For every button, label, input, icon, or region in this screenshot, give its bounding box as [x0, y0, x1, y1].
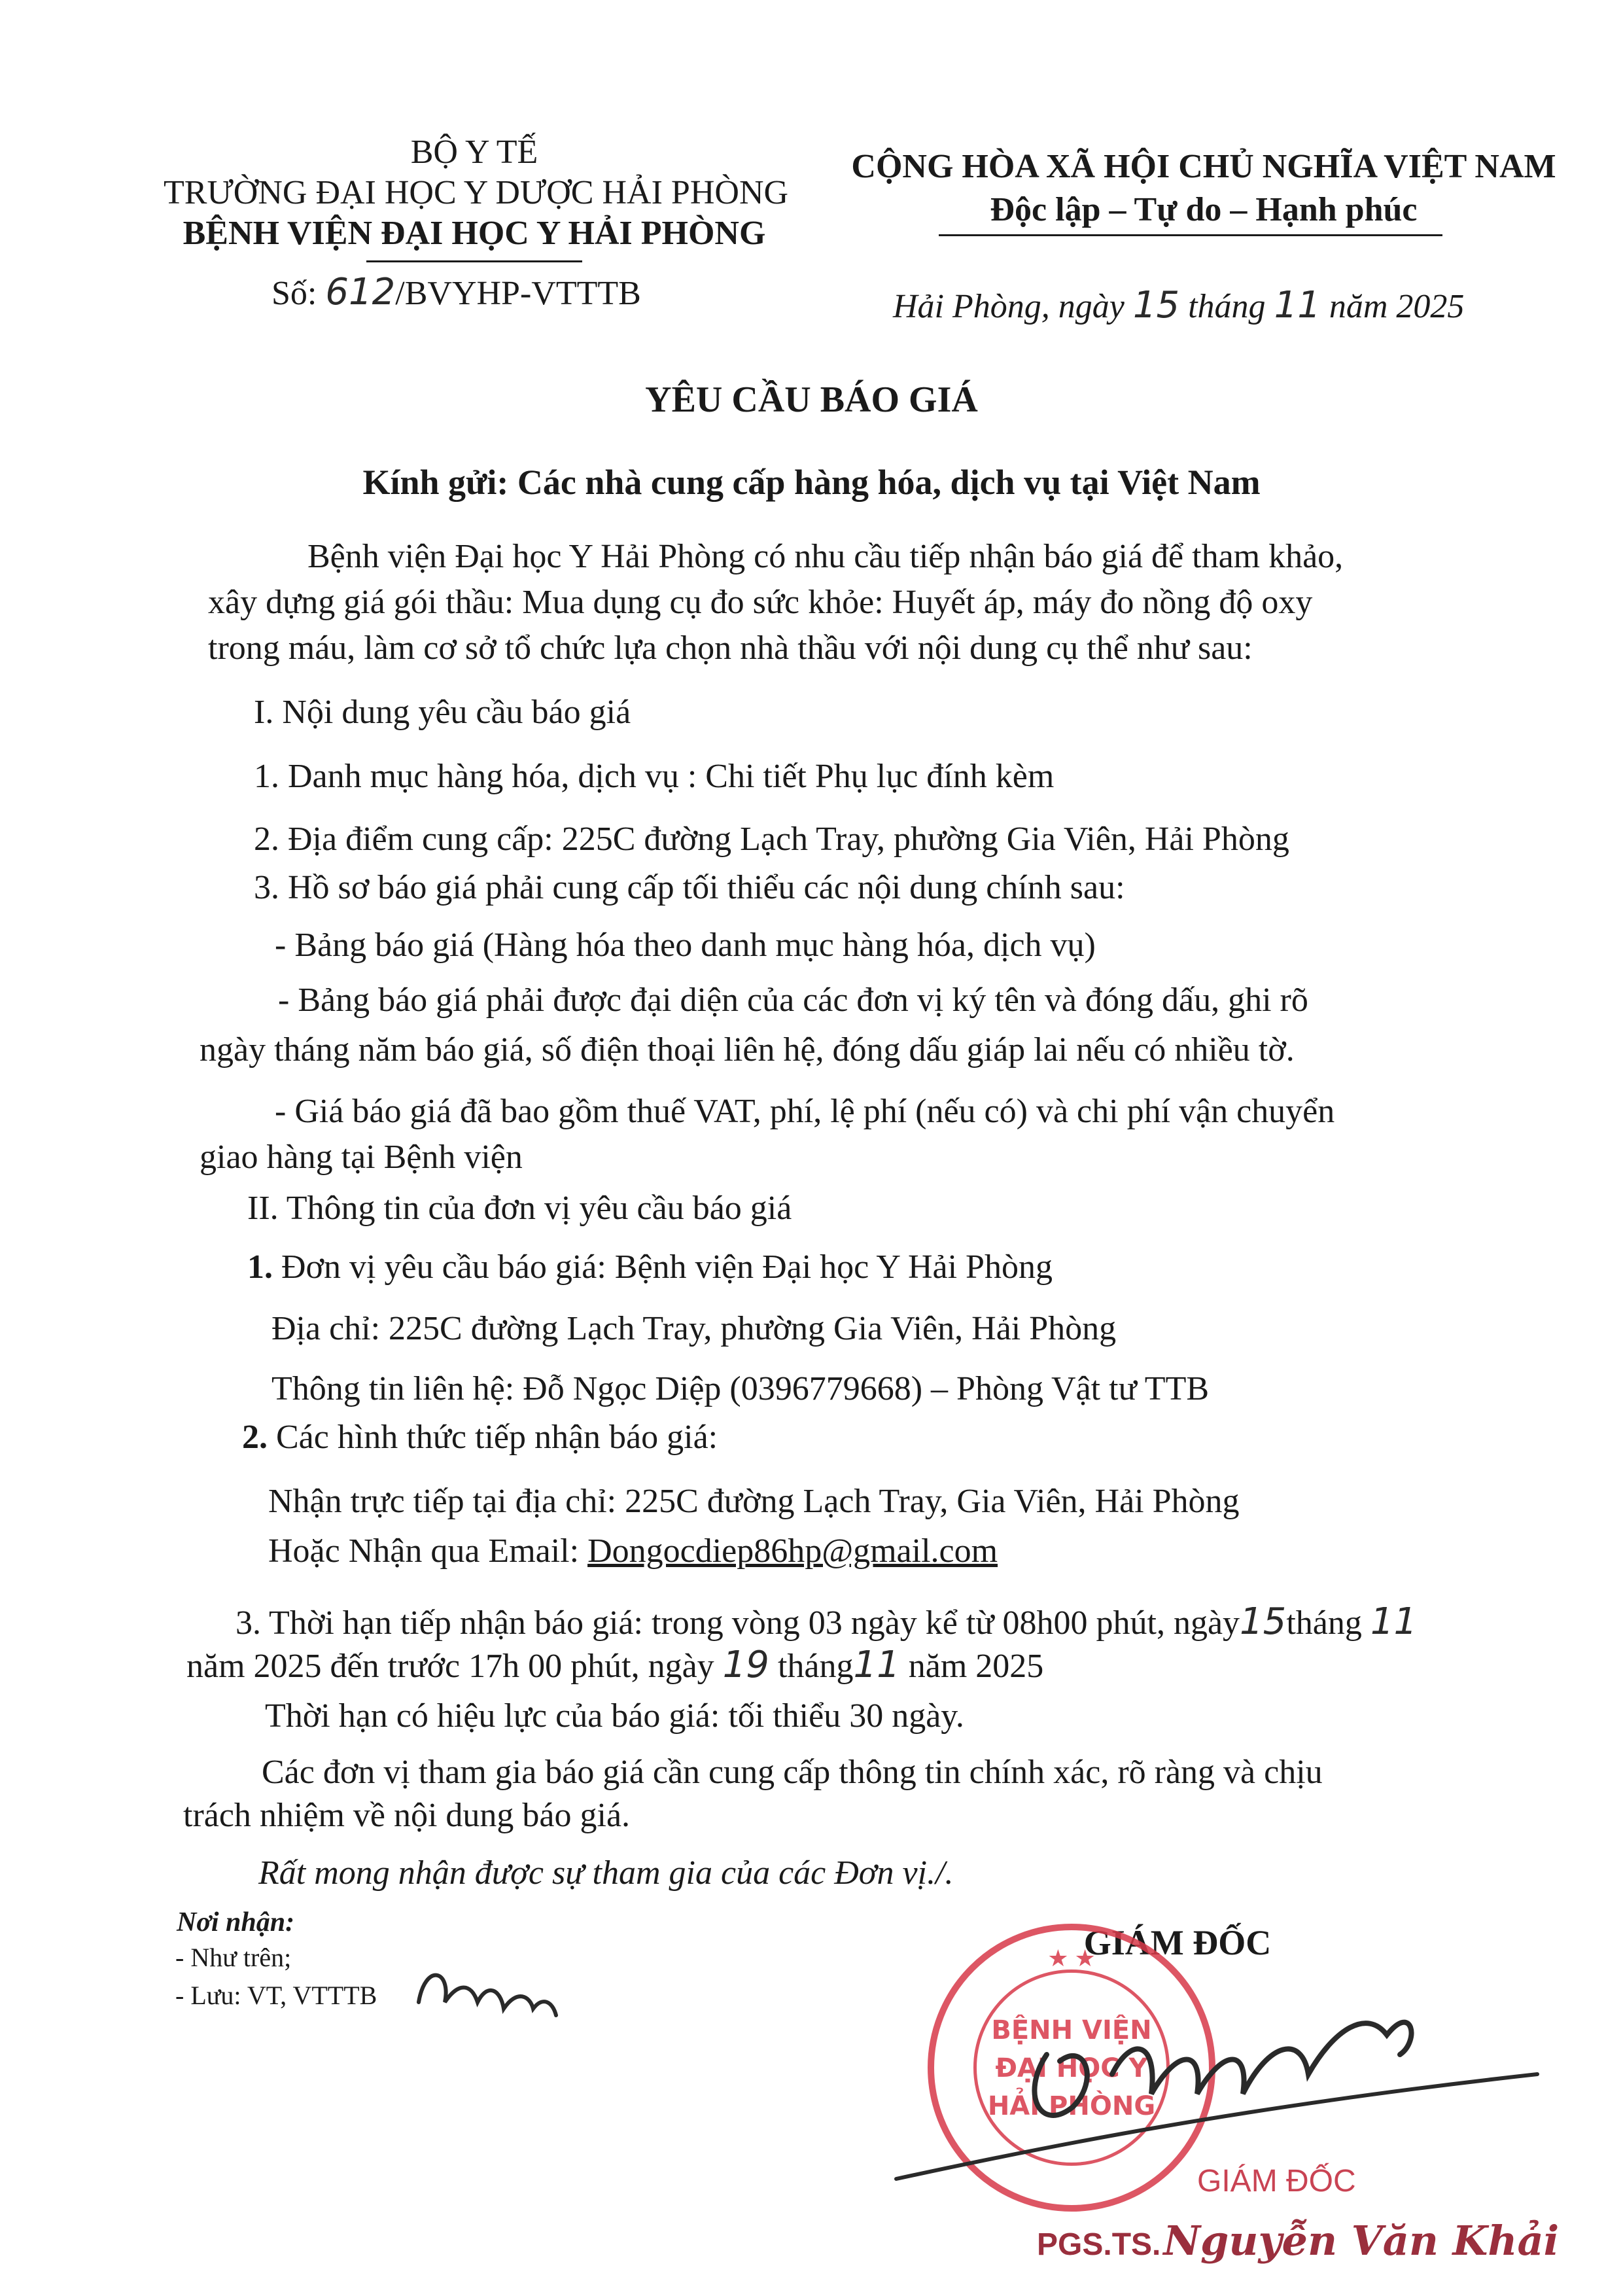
hospital-name: BỆNH VIỆN ĐẠI HỌC Y HẢI PHÒNG — [183, 215, 766, 252]
stamp-star-icon: ★ ★ — [1047, 1945, 1096, 1971]
date-year: năm 2025 — [1329, 288, 1465, 325]
stamp-line-1: BỆNH VIỆN — [991, 2015, 1152, 2045]
section-2-item-2-text: Các hình thức tiếp nhận báo giá: — [276, 1419, 718, 1456]
deadline-month-label-2: tháng — [777, 1648, 854, 1685]
date-place: Hải Phòng, ngày — [893, 288, 1125, 325]
date-month-handwritten: 11 — [1274, 284, 1321, 327]
deadline-month-label: tháng — [1286, 1604, 1362, 1642]
note-line-1: Các đơn vị tham gia báo giá cần cung cấp thông tin chính xác, rõ ràng và chịu — [262, 1754, 1323, 1791]
initial-signature-icon — [419, 1975, 556, 2015]
reference-prefix: Số: — [271, 275, 317, 312]
intro-line-3: trong máu, làm cơ sở tổ chức lựa chọn nhà thầu với nội dung cụ thể như sau: — [208, 629, 1253, 667]
section-2-heading: II. Thông tin của đơn vị yêu cầu báo giá — [247, 1190, 792, 1227]
date-day-handwritten: 15 — [1132, 284, 1180, 327]
section-1-bullet-2b: ngày tháng năm báo giá, số điện thoại liên hệ, đóng dấu giáp lai nếu có nhiều tờ. — [200, 1031, 1295, 1069]
recipient-1: - Như trên; — [175, 1943, 292, 1972]
deadline-text-2: năm 2025 đến trước 17h 00 phút, ngày — [186, 1648, 714, 1685]
section-1-item-3: 3. Hồ sơ báo giá phải cung cấp tối thiểu các nội dung chính sau: — [254, 869, 1125, 906]
section-1-bullet-1: - Bảng báo giá (Hàng hóa theo danh mục hàng hóa, dịch vụ) — [275, 927, 1096, 964]
intro-line-1: Bệnh viện Đại học Y Hải Phòng có nhu cầu tiếp nhận báo giá để tham khảo, — [307, 538, 1344, 575]
deadline-year-2: năm 2025 — [908, 1648, 1044, 1685]
section-2-item-2-number: 2. — [242, 1419, 268, 1456]
intro-line-2: xây dựng giá gói thầu: Mua dụng cụ đo sức khỏe: Huyết áp, máy đo nồng độ oxy — [208, 584, 1313, 621]
date-month-label: tháng — [1188, 288, 1266, 325]
section-2-item-1-text: Đơn vị yêu cầu báo giá: Bệnh viện Đại học Y Hải Phòng — [281, 1248, 1053, 1286]
reference-handwritten: 612 — [325, 271, 396, 313]
signer-degree: PGS.TS. — [1037, 2227, 1161, 2262]
deadline-month-handwritten: 11 — [1370, 1600, 1418, 1643]
signer-role: GIÁM ĐỐC — [1083, 1923, 1272, 1962]
stamp-line-2: ĐẠI HỌC Y — [995, 2053, 1148, 2083]
deadline-day2-handwritten: 19 — [722, 1644, 769, 1686]
director-signature-icon — [1034, 2022, 1411, 2115]
deadline-text-1: 3. Thời hạn tiếp nhận báo giá: trong vòng 03 ngày kể từ 08h00 phút, ngày — [236, 1604, 1240, 1642]
requester-contact: Thông tin liên hệ: Đỗ Ngọc Diệp (0396779668) – Phòng Vật tư TTB — [271, 1370, 1210, 1407]
deadline-month2-handwritten: 11 — [853, 1644, 900, 1686]
note-line-2: trách nhiệm về nội dung báo giá. — [183, 1797, 631, 1834]
recipients-label: Nơi nhận: — [177, 1907, 295, 1937]
signature-title: GIÁM ĐỐC — [1197, 2164, 1356, 2199]
section-1-item-2: 2. Địa điểm cung cấp: 225C đường Lạch Tray, phường Gia Viên, Hải Phòng — [254, 821, 1289, 858]
closing-sentence: Rất mong nhận được sự tham gia của các Đơn vị./. — [258, 1854, 954, 1892]
signer-name-line — [1037, 2217, 1559, 2265]
email-link[interactable]: Dongocdiep86hp@gmail.com — [587, 1532, 998, 1570]
section-1-item-1: 1. Danh mục hàng hóa, dịch vụ : Chi tiết Phụ lục đính kèm — [254, 758, 1055, 795]
section-1-bullet-3a: - Giá báo giá đã bao gồm thuế VAT, phí, lệ phí (nếu có) và chi phí vận chuyển — [275, 1093, 1335, 1130]
ministry-name: BỘ Y TẾ — [410, 133, 538, 171]
email-label: Hoặc Nhận qua Email: — [268, 1532, 580, 1570]
nation-title: CỘNG HÒA XÃ HỘI CHỦ NGHĨA VIỆT NAM — [851, 148, 1556, 185]
university-name: TRƯỜNG ĐẠI HỌC Y DƯỢC HẢI PHÒNG — [164, 174, 789, 211]
stamp-line-3: HẢI PHÒNG — [987, 2091, 1156, 2121]
reference-suffix: /BVYHP-VTTTB — [395, 275, 641, 312]
document-title: YÊU CẦU BÁO GIÁ — [645, 380, 978, 420]
deadline-day-handwritten: 15 — [1240, 1600, 1287, 1643]
recipient-2: - Lưu: VT, VTTTB — [175, 1981, 377, 2010]
national-motto: Độc lập – Tự do – Hạnh phúc — [990, 191, 1418, 228]
section-1-heading: I. Nội dung yêu cầu báo giá — [254, 694, 631, 731]
signer-name: Nguyễn Văn Khải — [1163, 2217, 1560, 2265]
recipient-line: Kính gửi: Các nhà cung cấp hàng hóa, dịch vụ tại Việt Nam — [362, 463, 1261, 502]
direct-submission: Nhận trực tiếp tại địa chỉ: 225C đường Lạch Tray, Gia Viên, Hải Phòng — [268, 1483, 1240, 1520]
section-1-bullet-2a: - Bảng báo giá phải được đại diện của các đơn vị ký tên và đóng dấu, ghi rõ — [278, 981, 1308, 1019]
validity-period: Thời hạn có hiệu lực của báo giá: tối thiểu 30 ngày. — [265, 1697, 964, 1735]
requester-address: Địa chỉ: 225C đường Lạch Tray, phường Gia Viên, Hải Phòng — [271, 1310, 1117, 1347]
section-2-item-1-number: 1. — [247, 1248, 273, 1286]
section-1-bullet-3b: giao hàng tại Bệnh viện — [200, 1139, 523, 1176]
